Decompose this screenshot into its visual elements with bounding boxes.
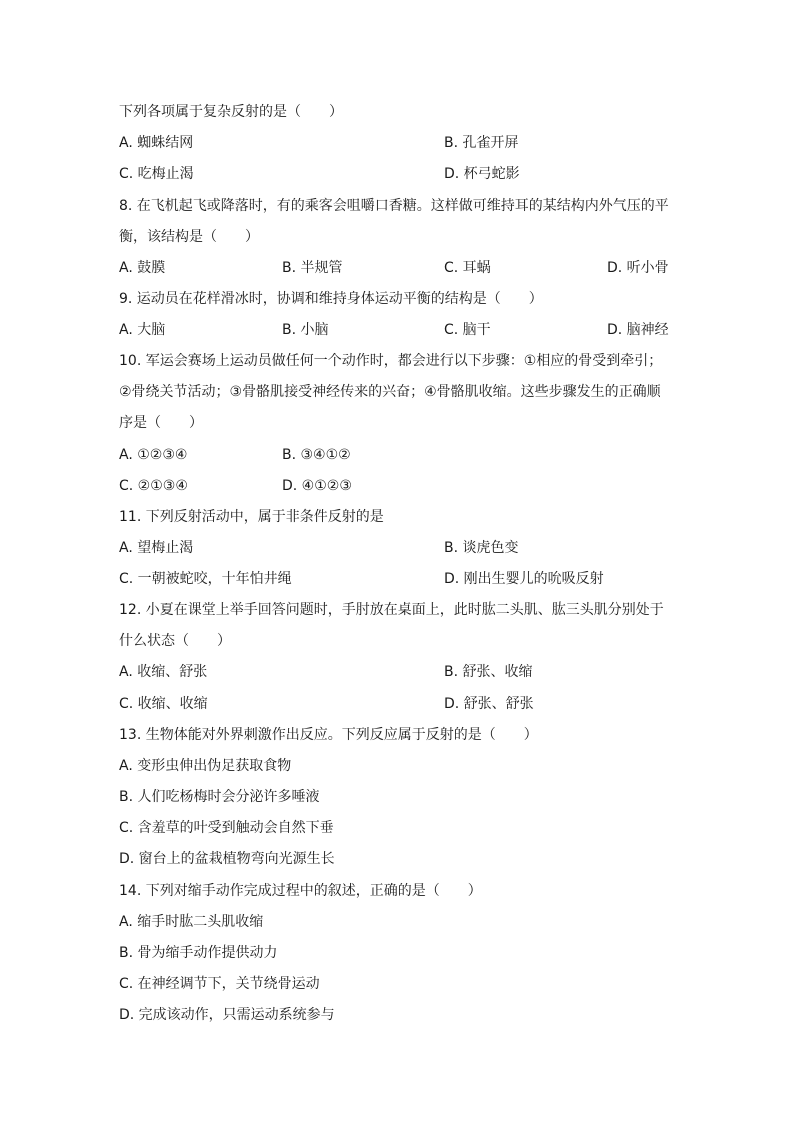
question-13-option-b: B. 人们吃杨梅时会分泌许多唾液 [119,789,320,805]
question-9-option-b: B. 小脑 [282,322,329,338]
question-14-option-a: A. 缩手时肱二头肌收缩 [119,914,264,930]
question-12-option-a: A. 收缩、舒张 [119,664,208,680]
question-10-stem-line-3: 序是（ ） [119,415,203,431]
question-10-option-d: D. ④①②③ [282,478,352,494]
question-8-option-c: C. 耳蜗 [444,260,491,276]
question-11-option-d: D. 刚出生婴儿的吮吸反射 [444,571,604,587]
option-d: D. 杯弓蛇影 [444,166,520,182]
question-9-option-c: C. 脑干 [444,322,491,338]
question-8-option-b: B. 半规管 [282,260,343,276]
question-11-option-c: C. 一朝被蛇咬，十年怕井绳 [119,571,292,587]
question-10-stem-line-2: ②骨绕关节活动；③骨骼肌接受神经传来的兴奋；④骨骼肌收缩。这些步骤发生的正确顺 [119,384,661,400]
question-10-stem-line-1: 10. 军运会赛场上运动员做任何一个动作时，都会进行以下步骤：①相应的骨受到牵引； [119,353,663,369]
question-12-stem-line-1: 12. 小夏在课堂上举手回答问题时，手肘放在桌面上，此时肱二头肌、肱三头肌分别处于 [119,602,664,618]
question-13-stem: 13. 生物体能对外界刺激作出反应。下列反应属于反射的是（ ） [119,727,538,743]
question-12-stem-line-2: 什么状态（ ） [119,633,231,649]
question-stem: 下列各项属于复杂反射的是（ ） [119,104,343,120]
question-14-option-b: B. 骨为缩手动作提供动力 [119,945,278,961]
question-11-option-b: B. 谈虎色变 [444,540,519,556]
question-14-option-d: D. 完成该动作，只需运动系统参与 [119,1007,335,1023]
question-9-stem: 9. 运动员在花样滑冰时，协调和维持身体运动平衡的结构是（ ） [119,291,543,307]
question-8-stem-line-2: 衡，该结构是（ ） [119,229,259,245]
question-8-stem-line-1: 8. 在飞机起飞或降落时，有的乘客会咀嚼口香糖。这样做可维持耳的某结构内外气压的平 [119,198,669,214]
question-13-option-a: A. 变形虫伸出伪足获取食物 [119,758,292,774]
option-b: B. 孔雀开屏 [444,135,519,151]
question-13-option-d: D. 窗台上的盆栽植物弯向光源生长 [119,851,335,867]
question-9-option-a: A. 大脑 [119,322,166,338]
question-9-option-d: D. 脑神经 [607,322,669,338]
question-14-option-c: C. 在神经调节下，关节绕骨运动 [119,976,320,992]
question-11-stem: 11. 下列反射活动中，属于非条件反射的是 [119,509,384,525]
question-10-option-a: A. ①②③④ [119,447,188,463]
question-11-option-a: A. 望梅止渴 [119,540,194,556]
option-a: A. 蜘蛛结网 [119,135,194,151]
question-12-option-c: C. 收缩、收缩 [119,696,208,712]
question-13-option-c: C. 含羞草的叶受到触动会自然下垂 [119,820,334,836]
option-c: C. 吃梅止渴 [119,166,194,182]
question-12-option-d: D. 舒张、舒张 [444,696,534,712]
question-10-option-c: C. ②①③④ [119,478,188,494]
question-14-stem: 14. 下列对缩手动作完成过程中的叙述，正确的是（ ） [119,883,482,899]
question-8-option-a: A. 鼓膜 [119,260,166,276]
question-8-option-d: D. 听小骨 [607,260,669,276]
question-12-option-b: B. 舒张、收缩 [444,664,533,680]
question-10-option-b: B. ③④①② [282,447,351,463]
